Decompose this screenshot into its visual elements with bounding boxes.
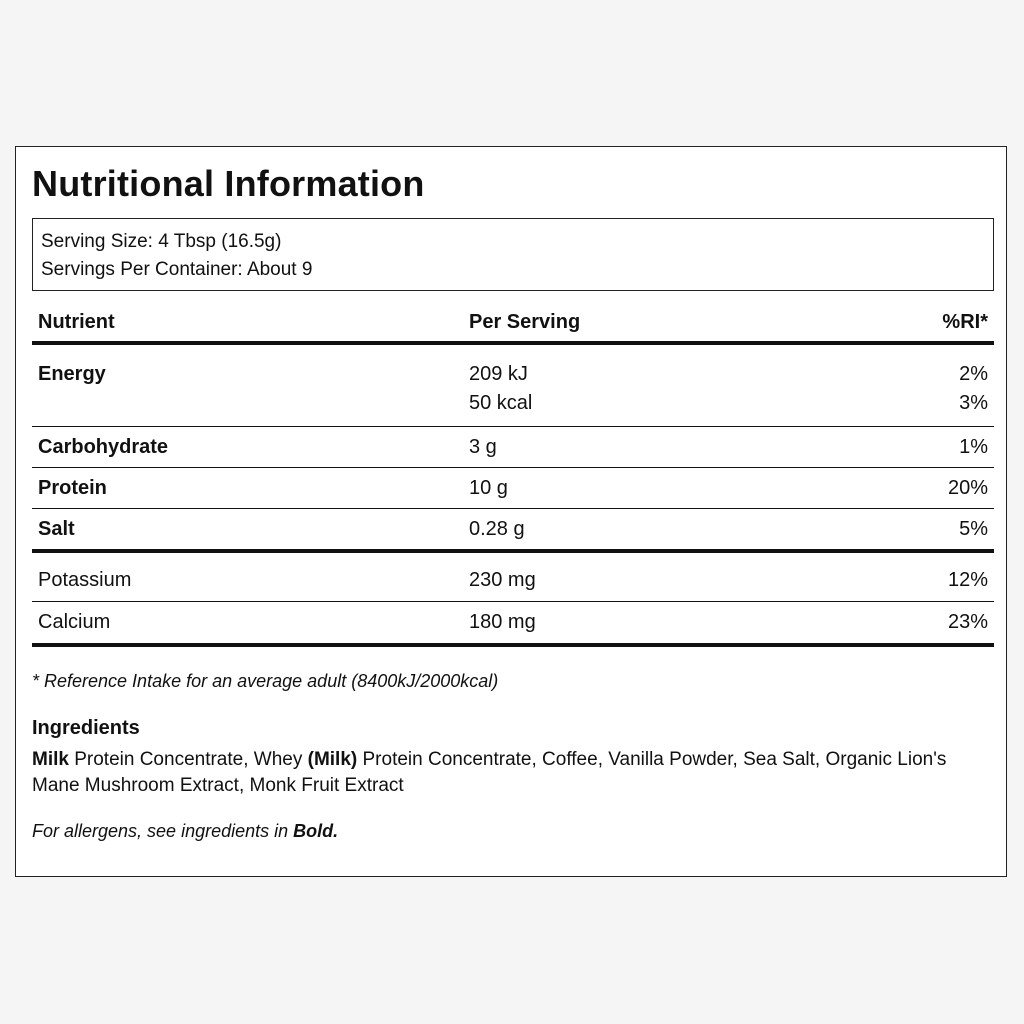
- nutrient-amount: 209 kJ: [469, 363, 528, 385]
- nutrition-panel: [15, 146, 1007, 877]
- table-bottom-divider: [32, 643, 994, 647]
- page-title: Nutritional Information: [32, 163, 425, 204]
- nutrient-amount: 180 mg: [469, 611, 536, 633]
- header-ri: %RI*: [942, 311, 988, 333]
- nutrient-ri: 2%: [959, 363, 988, 385]
- nutrient-amount: 10 g: [469, 477, 508, 499]
- nutrient-name: Protein: [38, 477, 107, 499]
- table-row: [32, 553, 994, 601]
- nutrient-name: Carbohydrate: [38, 436, 169, 458]
- serving-size: Serving Size: 4 Tbsp (16.5g): [41, 231, 282, 252]
- ingredients-text: [32, 747, 992, 799]
- ingredient-allergen: Milk: [32, 749, 69, 770]
- nutrient-amount: 230 mg: [469, 569, 536, 591]
- table-row-energy-kj: [32, 345, 994, 383]
- table-row-energy-kcal: [32, 383, 994, 426]
- nutrient-ri: 20%: [947, 477, 988, 499]
- table-row: [32, 602, 994, 643]
- table-row: [32, 427, 994, 467]
- nutrient-name: Calcium: [38, 611, 111, 633]
- ingredient-text: Protein Concentrate, Whey: [68, 749, 308, 770]
- ingredient-text: Protein Concentrate, Coffee, Vanilla Powder, Sea Salt, Organic Lion's Mane Mushroom Extract, Monk Fruit Extract: [32, 749, 947, 796]
- nutrient-ri: 3%: [959, 392, 988, 414]
- nutrient-amount: 3 g: [469, 436, 497, 458]
- allergen-note: [32, 821, 338, 842]
- nutrient-ri: 12%: [947, 569, 988, 591]
- serving-info-box: [32, 218, 994, 291]
- nutrient-ri: 1%: [959, 436, 988, 458]
- header-per-serving: Per Serving: [469, 311, 581, 333]
- nutrition-table: [32, 301, 994, 647]
- servings-per-container: Servings Per Container: About 9: [41, 259, 313, 280]
- nutrient-amount: 0.28 g: [469, 518, 525, 540]
- header-nutrient: Nutrient: [38, 311, 115, 333]
- allergen-note-text: For allergens, see ingredients in: [32, 821, 294, 841]
- allergen-note-emphasis: Bold.: [293, 821, 339, 841]
- table-row: [32, 468, 994, 508]
- nutrient-ri: 5%: [959, 518, 988, 540]
- nutrient-ri: 23%: [947, 611, 988, 633]
- ingredient-allergen: (Milk): [307, 749, 358, 770]
- table-header-row: [32, 301, 994, 341]
- ri-footnote: * Reference Intake for an average adult (8400kJ/2000kcal): [32, 671, 499, 691]
- nutrient-name: Potassium: [38, 569, 132, 591]
- nutrient-name: Energy: [38, 363, 106, 385]
- nutrient-name: Salt: [38, 518, 75, 540]
- table-row: [32, 509, 994, 549]
- nutrient-amount: 50 kcal: [469, 392, 533, 414]
- ingredients-heading: Ingredients: [32, 717, 140, 739]
